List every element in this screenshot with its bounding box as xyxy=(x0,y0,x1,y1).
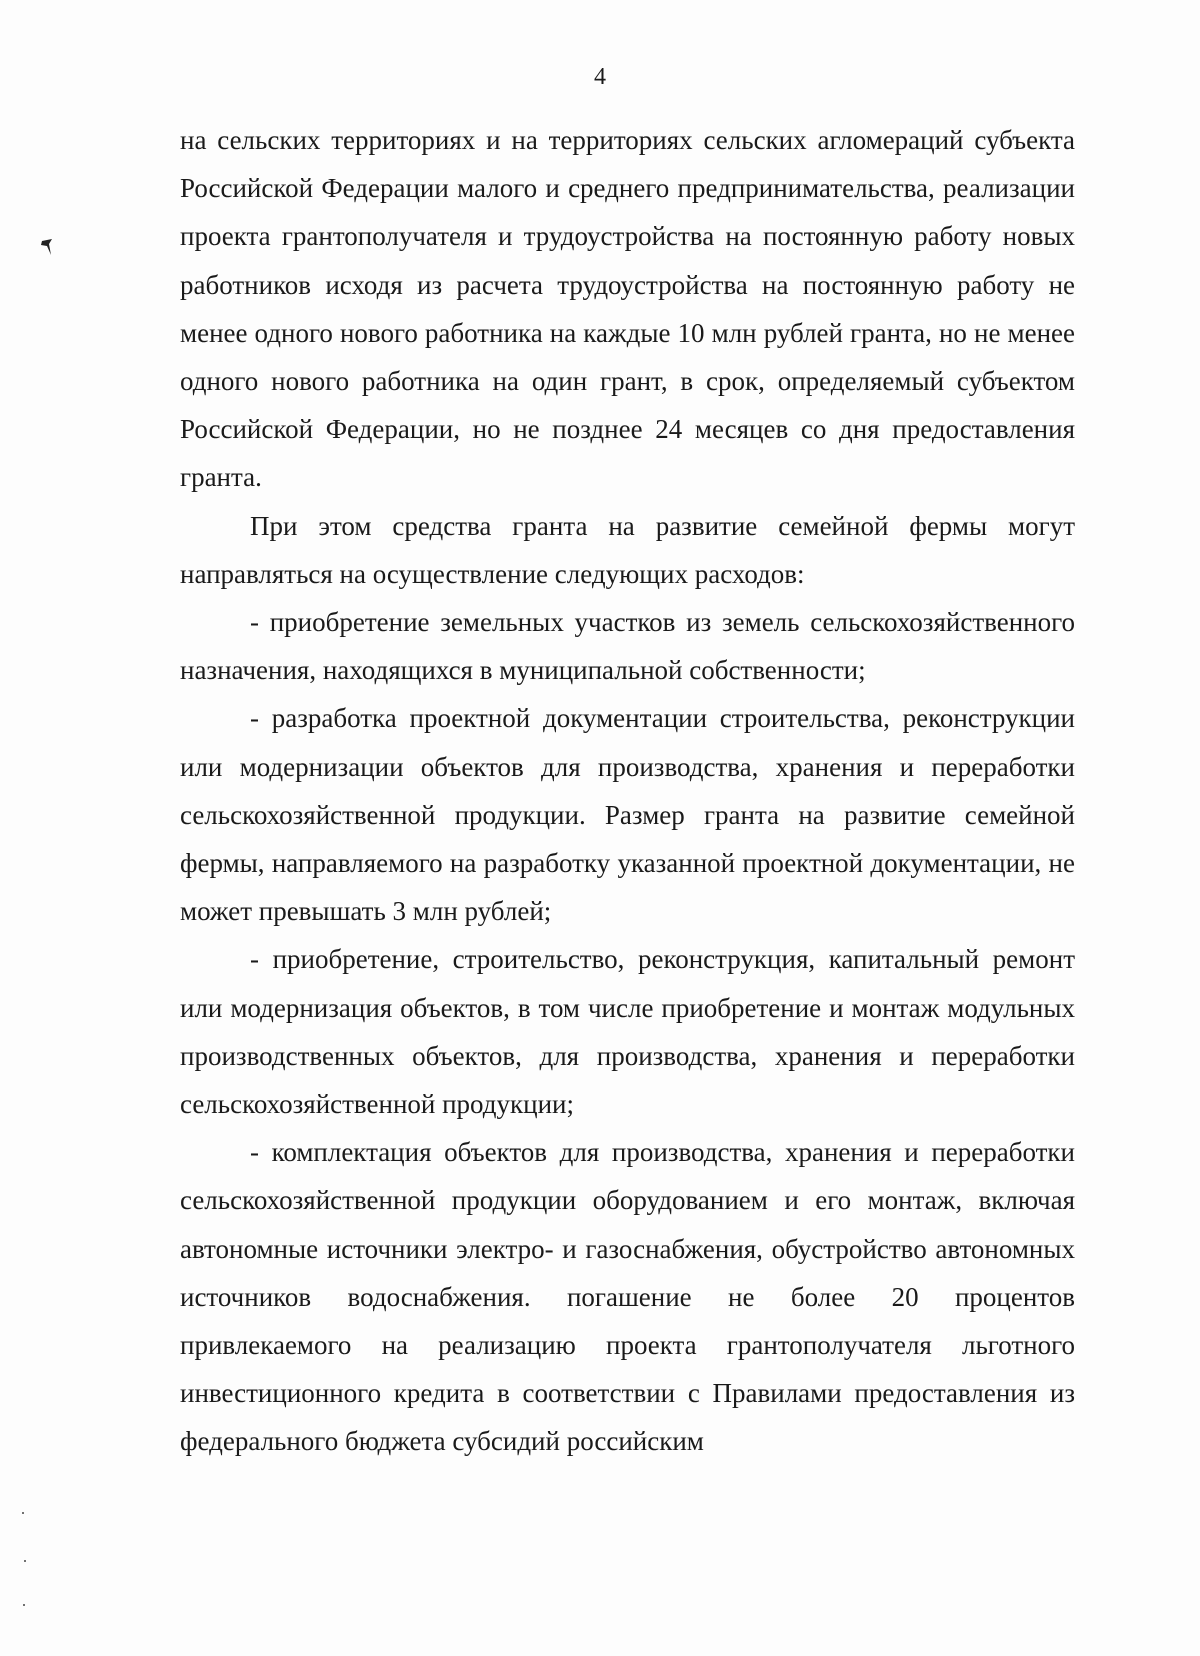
list-item-equipment: - комплектация объектов для производства, хранения и переработки сельскохозяйственной продукции оборудованием и его монтаж, включая автономные источники электро- и газоснабжения, обустройство автономных источников водоснабжения. погашение не более 20 процентов привлекаемого на реализацию проекта грантополучателя льготного инвестиционного кредита в соответствии с Правилами предоставления из федерального бюджета субсидий российским xyxy=(180,1137,1075,1457)
list-item-project-documentation: - разработка проектной документации строительства, реконструкции или модернизации объектов для производства, хранения и переработки сельскохозяйственной продукции. Размер гранта на развитие семейной фермы, направляемого на разработку указанной проектной документации, не может превышать 3 млн рублей; xyxy=(180,703,1075,927)
list-item-construction: - приобретение, строительство, реконструкция, капитальный ремонт или модернизация объектов, в том числе приобретение и монтаж модульных производственных объектов, для производства, хранения и переработки сельскохозяйственной продукции; xyxy=(180,944,1075,1120)
paragraph-continuation: на сельских территориях и на территориях сельских агломераций субъекта Российской Федерации малого и среднего предпринимательства, реализации проекта грантополучателя и трудоустройства на постоянную работу новых работников исходя из расчета трудоустройства на постоянную работу не менее одного нового работника на каждые 10 млн рублей гранта, но не менее одного нового работника на один грант, в срок, определяемый субъектом Российской Федерации, но не позднее 24 месяцев со дня предоставления гранта. xyxy=(180,125,1075,493)
list-item-land-acquisition: - приобретение земельных участков из земель сельскохозяйственного назначения, находящихся в муниципальной собственности; xyxy=(180,607,1075,686)
scan-speck xyxy=(22,1512,24,1514)
page-number: 4 xyxy=(594,64,606,90)
paragraph-expenses-intro: При этом средства гранта на развитие семейной фермы могут направляться на осуществление следующих расходов: xyxy=(180,510,1075,589)
document-body xyxy=(180,116,1075,1466)
scan-speck xyxy=(23,1604,25,1606)
scan-speck xyxy=(24,1560,26,1562)
margin-arrow-mark-icon xyxy=(40,238,54,256)
